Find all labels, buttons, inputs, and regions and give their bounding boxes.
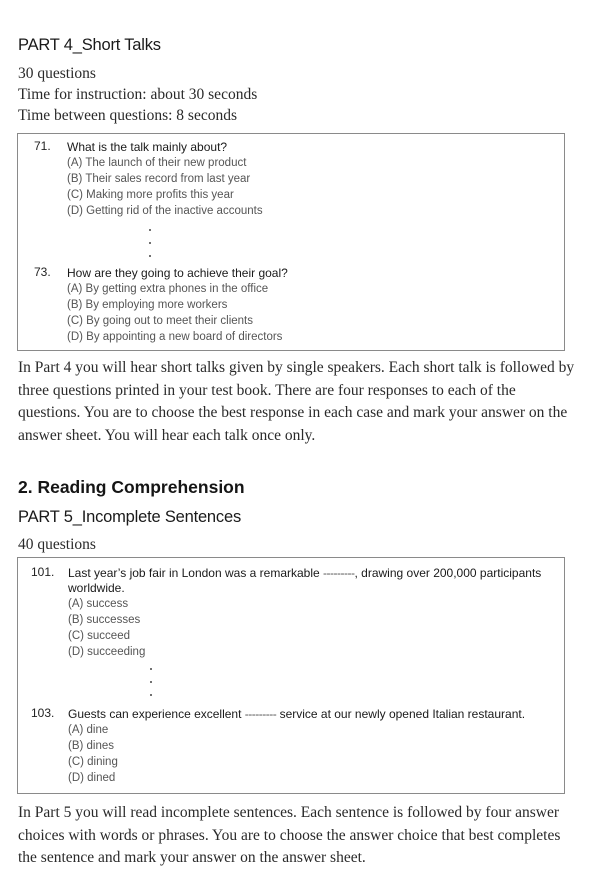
option-a: (A) The launch of their new product <box>67 157 247 169</box>
part4-question-count: 30 questions <box>18 65 96 82</box>
ellipsis-dot <box>149 229 151 231</box>
stem-before-blank: Guests can experience excellent <box>68 707 245 721</box>
part5-question-count: 40 questions <box>18 536 96 553</box>
part4-heading: PART 4_Short Talks <box>18 36 161 54</box>
answer-blank: --------- <box>244 707 277 721</box>
reading-section-heading: 2. Reading Comprehension <box>18 477 245 497</box>
option-d: (D) succeeding <box>68 646 146 658</box>
part5-instructions: In Part 5 you will read incomplete sentences. Each sentence is followed by four answer choices with words or phrases. You are to choose the answer choice that best completes the sentence and mark your answer on the answer sheet. <box>18 804 561 866</box>
option-c: (C) By going out to meet their clients <box>67 315 253 327</box>
part4-instructions: In Part 4 you will hear short talks given by single speakers. Each short talk is followed by three questions printed in your test book. There are four responses to each of the questions. You are to choose the best response in each case and mark your answer on the answer sheet. You will hear each talk once only. <box>18 359 575 444</box>
question-stem: What is the talk mainly about? <box>67 140 228 154</box>
option-a: (A) success <box>68 598 129 610</box>
question-stem-continued: worldwide. <box>68 581 125 595</box>
option-c: (C) dining <box>68 756 118 768</box>
part5-heading: PART 5_Incomplete Sentences <box>18 508 241 526</box>
option-d: (D) By appointing a new board of directors <box>67 331 283 343</box>
question-stem <box>68 706 525 722</box>
question-number: 71. <box>34 139 51 153</box>
ellipsis-dot <box>150 694 152 696</box>
option-d: (D) Getting rid of the inactive accounts <box>67 205 263 217</box>
ellipsis-dot <box>150 668 152 670</box>
option-b: (B) Their sales record from last year <box>67 173 251 185</box>
ellipsis-dot <box>149 255 151 257</box>
part4-between-time: Time between questions: 8 seconds <box>18 107 237 124</box>
option-b: (B) successes <box>68 614 141 626</box>
stem-after-blank: service at our newly opened Italian restaurant. <box>276 707 526 721</box>
stem-after-blank: , drawing over 200,000 participants <box>354 566 542 580</box>
option-a: (A) dine <box>68 724 109 736</box>
part5-sample-box <box>17 557 565 794</box>
answer-blank: --------- <box>323 566 355 580</box>
option-b: (B) dines <box>68 740 115 752</box>
question-stem: How are they going to achieve their goal? <box>67 266 288 280</box>
stem-before-blank: Last year’s job fair in London was a remarkable <box>68 566 324 580</box>
question-number: 101. <box>31 565 55 579</box>
ellipsis-dot <box>149 242 151 244</box>
ellipsis-dot <box>150 681 152 683</box>
option-a: (A) By getting extra phones in the office <box>67 283 269 295</box>
option-c: (C) Making more profits this year <box>67 189 234 201</box>
option-d: (D) dined <box>68 772 116 784</box>
question-number: 73. <box>34 265 51 279</box>
question-stem <box>68 565 541 581</box>
part4-instruction-time: Time for instruction: about 30 seconds <box>18 86 258 103</box>
part4-sample-box <box>17 133 565 351</box>
option-b: (B) By employing more workers <box>67 299 228 311</box>
option-c: (C) succeed <box>68 630 130 642</box>
question-number: 103. <box>31 706 55 720</box>
